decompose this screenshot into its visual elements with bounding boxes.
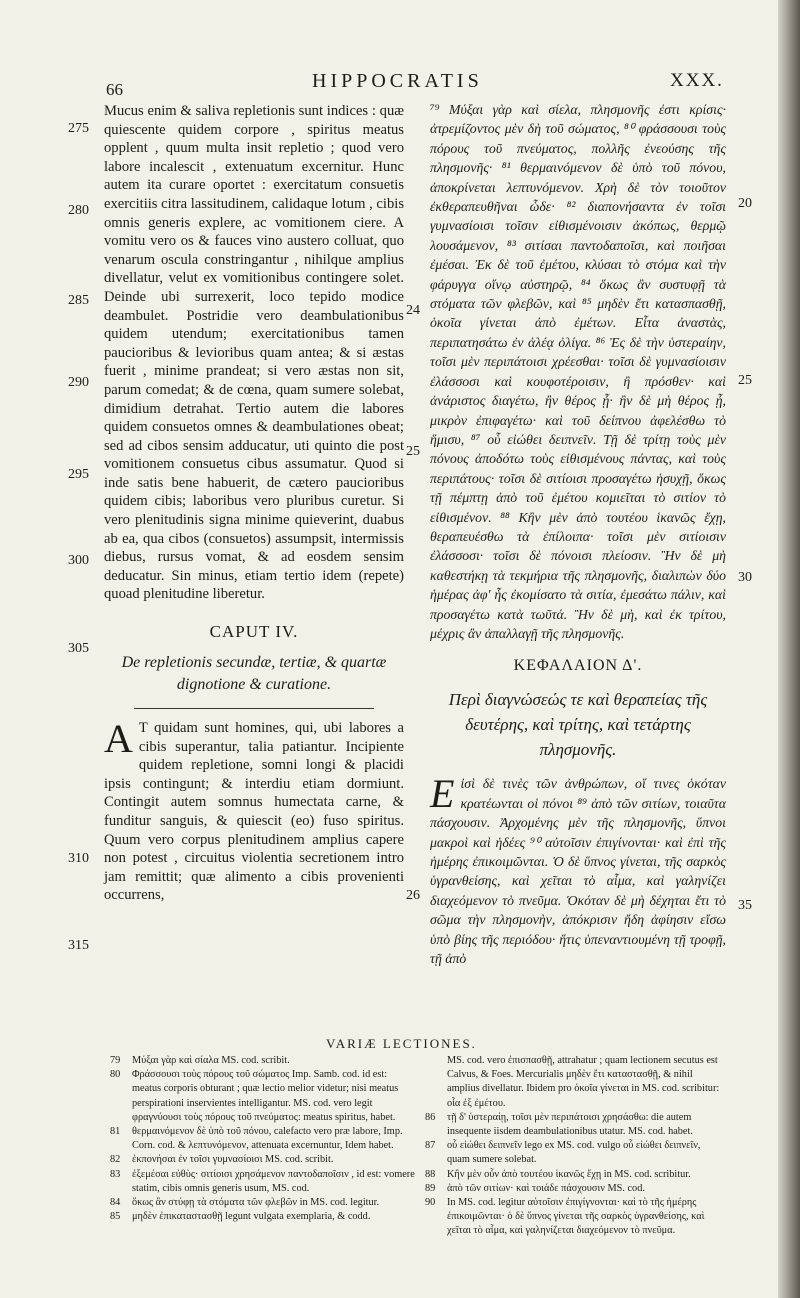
footnote-text: Φράσσουσι τοὺς πόρους τοῦ σώματος Imp. Samb. cod. id est: meatus corporis obturant ; quæ lectio melior videtur; nisi meatus perspirationi inservientes intelligantur. MS. cod. vero legit φραγνύουσι τοὺς πόρους τοῦ πνεύματος: meatus spiritus, habet.	[132, 1069, 399, 1123]
footnote-number: 85	[110, 1211, 121, 1223]
greek-chapter-heading: ΚΕΦΑΛΑΙΟΝ Δ'.	[513, 657, 643, 675]
line-number: 280	[68, 203, 89, 218]
margin-number: 25	[738, 373, 752, 388]
book-spine-shadow	[778, 0, 800, 1298]
drop-cap: A	[104, 716, 133, 762]
notes-right	[425, 1054, 725, 1239]
line-number: 285	[68, 293, 89, 308]
footnote	[110, 1054, 415, 1068]
footnote	[425, 1182, 725, 1196]
line-number: 305	[68, 641, 89, 656]
chapter-subtitle: De repletionis secundæ, tertiæ, & quartæ dignotione & curatione.	[121, 654, 387, 694]
footnote-number: 89	[425, 1182, 436, 1194]
footnote-number: 86	[425, 1111, 436, 1123]
footnote-text: ἐξεμέσαι εὐθὺς· σιτίοισι χρησάμενον παντοδαποῖσιν , id est: vomere statim, cibis omnis generis usum, MS. cod.	[132, 1168, 415, 1194]
footnote	[110, 1168, 415, 1196]
divider	[134, 708, 374, 709]
greek-paragraph	[430, 771, 726, 968]
footnote-number: 81	[110, 1126, 121, 1138]
footnote-number: 84	[110, 1197, 121, 1209]
notes-left	[110, 1054, 415, 1224]
greek-chapter-title: Περὶ διαγνώσεώς τε καὶ θεραπείας τῆς δευτέρης, καὶ τρίτης, καὶ τετάρτης πλησμονῆς.	[448, 690, 708, 760]
footnote-text: Μύξαι γὰρ καὶ σίαλα MS. cod. scribit.	[132, 1055, 290, 1066]
footnote	[425, 1168, 725, 1182]
footnote-number: 88	[425, 1168, 436, 1180]
footnote	[425, 1054, 725, 1111]
drop-cap: Ε	[430, 771, 455, 817]
footnote-text: ἀπὸ τῶν σιτίων· καὶ τοιάδε πάσχουσιν MS. cod.	[447, 1182, 645, 1194]
latin-paragraph: Mucus enim & saliva repletionis sunt indices : quæ quiescente quidem corpore , spiritus meatus opplent , quum multa insit repletio ; quod vero labore incalescit , extenuatum excernitur. Hunc autem ita curare oportet : exercitatum consuetis exercitiis citra lassitudinem, calidaque lotum , cibis omnis generis explere, ac vomitionem ciere. A vomitu vero os & fauces vino austero colluat, quo venarum oscula constringantur , nihilque amplius divellatur, velut ex vomitionibus contingere solet. Deinde ubi surrexerit, loco tepido modice deambulet. Postridie vero deambulationibus quidem utendum; exercitationibus tamen paucioribus & levioribus quam antea; & si æstas fuerit , minime prandeat; si vero æstas non sit, parum comedat; & de cœna, quam sumere solebat, dimidium detrahat. Tertio autem die labores quidem consuetos omnes & deambulationes obeat; sed ad cibos sensim adducatur, uti quinto die post vomitionem consuetus cibus assumatur. Quod si inde satis bene habuerit, de cætero paucioribus quidem cibis; laboribus vero pluribus curetur. Si vero plenitudinis signa minime quieverint, duabus ab ea, qua cibos (consuetos) assumpsit, intermissis diebus, rursus vomat, & ad eosdem sensim deducatur. Sin minus, etiam tertio idem (repete) quoad plenitudine liberetur.	[104, 103, 404, 603]
margin-number: 24	[406, 303, 420, 318]
footnote-text: ἐκπονήσαι ἐν τοῖσι γυμνασίοισι MS. cod. scribit.	[132, 1154, 334, 1166]
footnote-text: τῇ δ' ὑστεραίῃ, τοῖσι μὲν περιπάτοισι χρησάσθω: die autem insequente iisdem deambulationibus utatur. MS. cod. habet.	[447, 1111, 693, 1138]
margin-number: 26	[406, 888, 420, 903]
footnote	[110, 1153, 415, 1167]
latin-paragraph	[104, 716, 404, 905]
footnote	[425, 1196, 725, 1239]
footnote-number: 82	[110, 1154, 121, 1166]
section-number: XXX.	[670, 70, 724, 91]
footnote-number: 87	[425, 1140, 436, 1152]
running-title: HIPPOCRATIS	[312, 70, 483, 92]
footnote-number: 83	[110, 1168, 121, 1180]
footnote-text: μηδὲν ἐπικαταστασθῇ legunt vulgata exemplaria, & codd.	[132, 1211, 371, 1223]
footnote-number	[425, 1054, 447, 1111]
line-number: 290	[68, 375, 89, 390]
footnote	[110, 1196, 415, 1210]
footnote-text: οὗ εἰώθει δειπνεῖν lego ex MS. cod. vulgo οὗ εἰώθει δειπνεῖν, quam sumere solebat.	[447, 1140, 701, 1166]
footnote-text: Κἢν μὲν οὖν ἀπὸ τουτέου ἱκανῶς ἔχῃ in MS. cod. scribitur.	[447, 1168, 691, 1180]
line-number: 275	[68, 121, 89, 136]
margin-number: 35	[738, 898, 752, 913]
footnote	[425, 1139, 725, 1167]
line-number: 315	[68, 938, 89, 953]
footnote-number: 79	[110, 1055, 121, 1066]
greek-column	[430, 100, 726, 968]
footnote-text: θερμαινόμενον δὲ ὑπὸ τοῦ πόνου, calefacto vero præ labore, Imp. Corn. cod. & λεπτυνόμενον, attenuata excernuntur, Idem habet.	[132, 1126, 403, 1152]
margin-number: 25	[406, 444, 420, 459]
latin-paragraph-text: T quidam sunt homines, qui, ubi labores a cibis superantur, talia patiantur. Incipiente quidem repletione, somni longi & placidi ipsis contingunt; & interdiu etiam dormiunt. Contingit autem somnus humectata carne, & funditur sanguis, & quiescit (eo) fuso spiritus. Quum vero corpus plenitudinem amplius capere non potest , circuitus violentia secretionem intro jam remittit; quæ alimento a cibis provenienti occurrens,	[104, 720, 404, 904]
page-number: 66	[106, 80, 123, 99]
footnote	[110, 1125, 415, 1153]
greek-paragraph: ⁷⁹ Μύξαι γὰρ καὶ σίελα, πλησμονῆς ἐστι κρίσις· ἀτρεμίζοντος μὲν δὴ τοῦ σώματος, ⁸⁰ φράσσουσι τοὺς πόρους τοῦ πνεύματος, πολλῆς ἐνεούσης τῆς πλησμονῆς· ⁸¹ θερμαινόμενον δὲ ὑπὸ τοῦ πόνου, ἀποκρίνεται λεπτυνόμενον. Χρὴ δὲ τὸν τοιοῦτον ἐκθεραπευθῆναι ὧδε· ⁸² διαπονήσαντα ἐν τοῖσι γυμνασίοισι τοῖσιν εἰθισμένοισιν ἀκόπως, θερμῷ λουσάμενον, ⁸³ σιτίσαι παντοδαποῖσι, καὶ ποιῆσαι ἐμέσαι. Ἐκ δὲ τοῦ ἐμέτου, κλύσαι τὸ στόμα καὶ τὴν φάρυγγα οἴνῳ αὐστηρῷ, ⁸⁴ ὅκως ἂν συστυφῇ τὰ στόματα τῶν φλεβῶν, καὶ ⁸⁵ μηδὲν ἔτι κατασπασθῇ, ὁκοῖα γίνεται ἀπὸ ἐμέτων. Εἶτα ἀναστὰς, περιπατησάτω ἐν ἀλέᾳ ὀλίγα. ⁸⁶ Ἐς δὲ τὴν ὑστεραίην, τοῖσι μὲν περιπάτοισι χρέεσθαι· τοῖσι δὲ γυμνασίοισιν ἐλάσσοσι καὶ κουφοτέροισιν, ἢ πρόσθεν· καὶ ἀνάριστος διαγέτω, ἢν θέρος ᾖ· ἢν δὲ μὴ θέρος ᾖ, μικρὸν ἐπιφαγέτω· καὶ τοῦ δείπνου ἀφελέσθω τὸ ἥμισυ, ⁸⁷ οὗ εἰώθει δειπνεῖν. Τῇ δὲ τρίτῃ τοὺς μὲν πόνους ἀποδότω τοὺς εἰθισμένους πάντας, καὶ τοὺς περιπάτους· τοῖσι δὲ σιτίοισι προσαγέτω ἡσυχῇ, ὅκως τῇ πέμπτῃ ἀπὸ τοῦ ἐμέτου κομιεῖται τὸ σιτίον τὸ εἰθισμένον. ⁸⁸ Κἢν μὲν ἀπὸ τουτέου ἱκανῶς ἔχῃ, θεραπευέσθω τὰ ἐπίλοιπα· τοῖσι μὲν σιτίοισιν ἐλάσσοσι· τοῖσι δὲ πόνοισι πλείοσιν. Ἢν δὲ μὴ καθεστήκῃ τὰ τεκμήρια τῆς πλησμονῆς, διαλιπὼν δύο ἡμέρας ἀφ' ἧς ἐκομίσατο τὰ σιτία, ἐμεσάτω πάλιν, καὶ προσαγέτω κατὰ τωῦτά. Ἢν δὲ μὴ, καὶ ἐκ τρίτου, μέχρις ἂν ἀπαλλαγῇ τῆς πλησμονῆς.	[430, 102, 726, 641]
footnote	[425, 1111, 725, 1139]
line-number: 295	[68, 467, 89, 482]
footnote-number: 90	[425, 1197, 436, 1209]
footnote	[110, 1210, 415, 1224]
footnote-number: 80	[110, 1069, 121, 1081]
footnote	[110, 1068, 415, 1125]
footnote-text: ὅκως ἂν στύφῃ τὰ στόματα τῶν φλεβῶν in MS. cod. legitur.	[132, 1197, 380, 1209]
footnote-text: MS. cod. vero ἐπισπασθῇ, attrahatur ; quam lectionem secutus est Calvus, & Foes. Mercurialis μηδὲν ἔτι καταστασθῇ, & nihil amplius divellatur. Ibidem pro ὁκοῖα γίνεται in MS. cod. scribitur: οἷα ἐξ ἐμέτου.	[447, 1055, 720, 1109]
line-number: 310	[68, 851, 89, 866]
footnote-text: In MS. cod. legitur αὐτοῖσιν ἐπιγίγνονται· καὶ τὸ τῆς ἡμέρης ἐπικοιμῶνται· ὁ δὲ ὕπνος γίνεται τῆς σαρκὸς ὑγρανθείσης, καὶ χεῖται τὸ αἷμα, καὶ γαληνίζεται διαχεόμενον τὸ πνεῦμα.	[447, 1197, 705, 1237]
latin-column	[104, 102, 404, 905]
greek-paragraph-text: ἰσὶ δὲ τινὲς τῶν ἀνθρώπων, οἵ τινες ὁκόταν κρατέωνται οἱ πόνοι ⁸⁹ ἀπὸ τῶν σιτίων, τοιαῦτα πάσχουσιν. Ἀρχομένης μὲν τῆς πλησμονῆς, ὕπνοι μακροὶ καὶ ἡδέες ⁹⁰ αὐτοῖσιν ἐπιγίνονται· καὶ ἐπὶ τῆς ἡμέρης ἐπικοιμῶνται. Ὁ δὲ ὕπνος γίνεται, τῆς σαρκὸς ὑγρανθείσης, καὶ χεῖται τὸ αἷμα, καὶ γαληνίζει διαχεόμενον τὸ πνεῦμα. Ὁκόταν δὲ μὴ δέχηται ἔτι τὸ σῶμα τὴν πλησμονὴν, ἀπόκρισιν ἤδη ἀφίησιν εἴσω ὑπὸ βίης τῆς περιόδου· ἥτις ὑπεναντιουμένη τῇ τροφῇ, τῇ ἀπὸ	[430, 776, 726, 967]
line-number: 300	[68, 553, 89, 568]
variae-lectiones-heading: VARIÆ LECTIONES.	[326, 1036, 477, 1051]
margin-number: 20	[738, 196, 752, 211]
chapter-heading: CAPUT IV.	[209, 622, 299, 642]
margin-number: 30	[738, 570, 752, 585]
